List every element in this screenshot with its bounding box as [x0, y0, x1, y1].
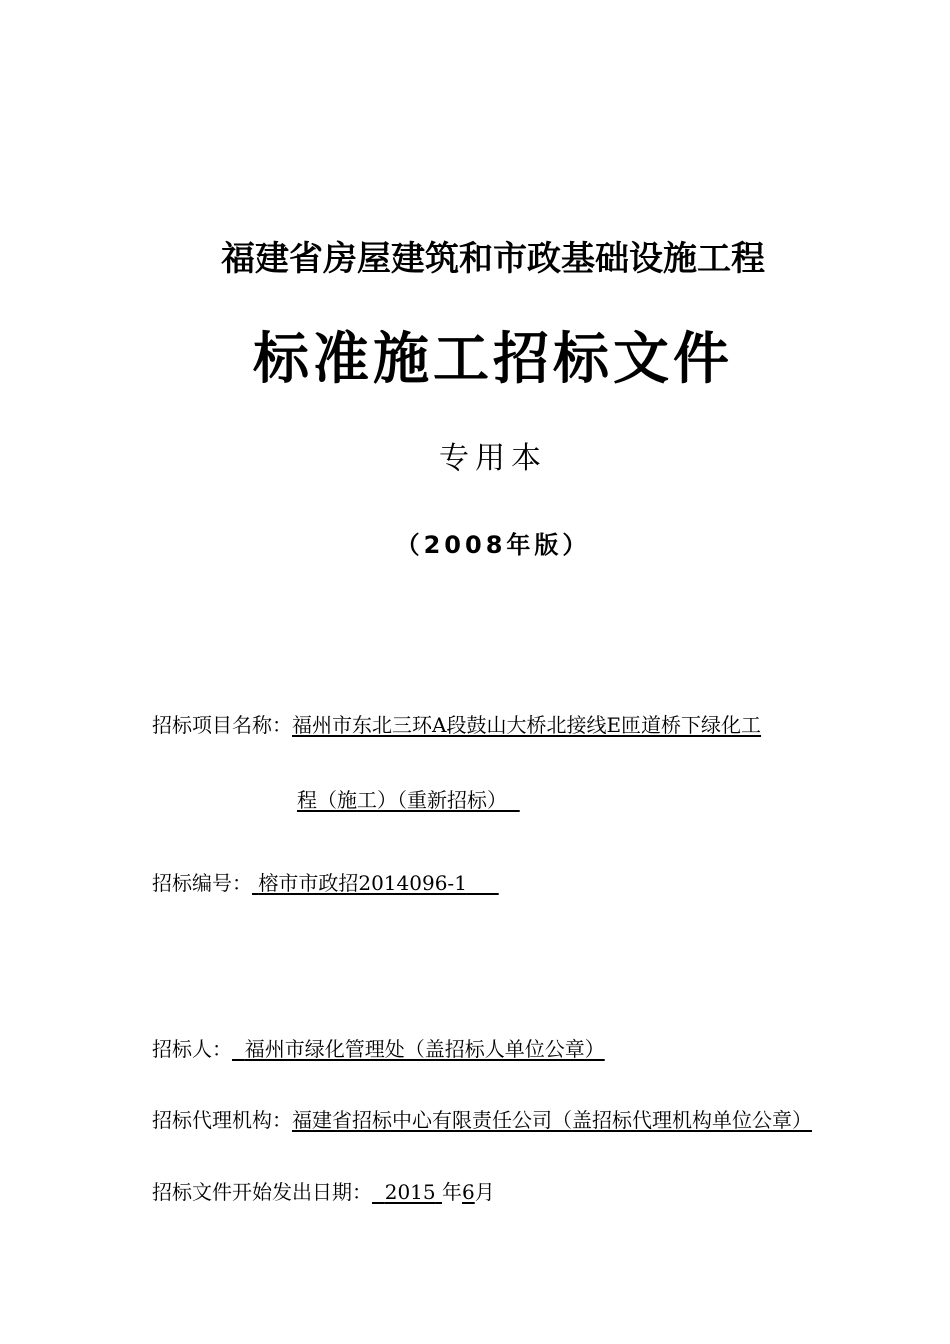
- document-version-year: （2008年版）: [395, 531, 591, 559]
- tenderer-value: 福州市绿化管理处（盖招标人单位公章）: [244, 1037, 605, 1061]
- agency-label: 招标代理机构：: [152, 1108, 292, 1132]
- agency-row: [152, 1106, 812, 1134]
- underline-padding: [232, 1037, 245, 1061]
- year-unit: 年: [441, 1180, 462, 1204]
- issue-year: 2015: [384, 1180, 436, 1204]
- project-name-row-2: [297, 786, 520, 814]
- project-name-value-line1: 福州市东北三环A段鼓山大桥北接线E匝道桥下绿化工: [292, 713, 762, 737]
- tenderer-row: [152, 1035, 605, 1063]
- issue-date-label: 招标文件开始发出日期：: [152, 1180, 372, 1204]
- bid-number-label: 招标编号：: [152, 871, 252, 895]
- document-title-line1: 福建省房屋建筑和市政基础设施工程: [221, 239, 765, 279]
- document-title-main: 标准施工招标文件: [253, 327, 733, 392]
- project-name-value-line2: 程（施工）（重新招标）: [297, 788, 507, 812]
- project-name-label: 招标项目名称：: [152, 713, 292, 737]
- issue-month: 6: [461, 1180, 475, 1204]
- underline-padding: [467, 871, 499, 895]
- bid-number-row: [152, 869, 499, 897]
- document-edition-type: 专用本: [439, 441, 547, 476]
- month-unit: 月: [474, 1180, 495, 1204]
- issue-date-row: [152, 1178, 495, 1206]
- bid-number-value: 榕市市政招2014096-1: [258, 871, 467, 895]
- project-name-row: [152, 711, 761, 739]
- agency-value: 福建省招标中心有限责任公司（盖招标代理机构单位公章）: [292, 1108, 812, 1132]
- underline-padding: [372, 1180, 385, 1204]
- tenderer-label: 招标人：: [152, 1037, 232, 1061]
- underline-padding: [507, 788, 520, 812]
